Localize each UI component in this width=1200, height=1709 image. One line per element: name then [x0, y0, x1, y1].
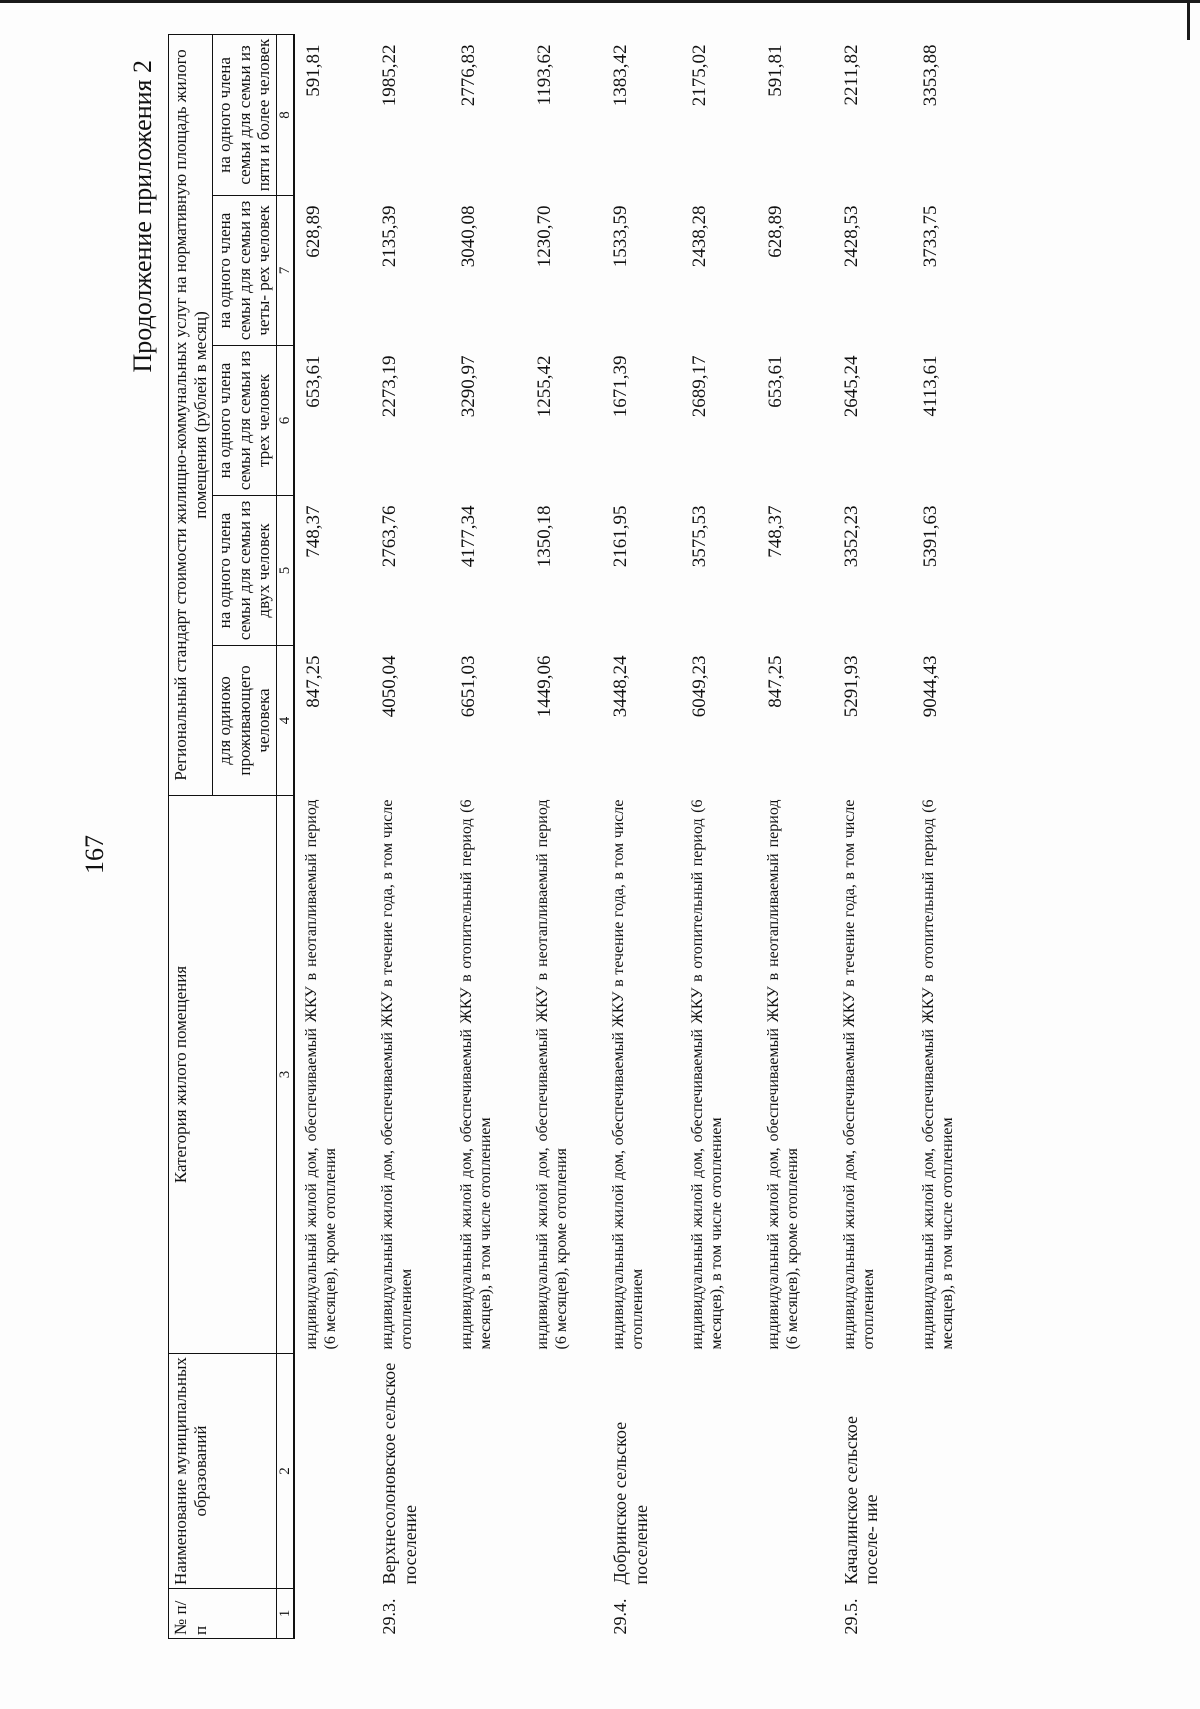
value-single: 4050,04: [378, 655, 400, 718]
value-five-plus: 1985,22: [378, 44, 400, 107]
row-number: 29.5.: [840, 1598, 861, 1635]
row-number: [294, 1589, 343, 1639]
row-number: [450, 1589, 498, 1639]
value-single: 1449,06: [534, 655, 556, 718]
col-number: 6: [276, 346, 294, 496]
value-two: 748,37: [303, 505, 325, 558]
row-number: 29.3.: [378, 1598, 399, 1635]
value-three: 1671,39: [609, 355, 631, 418]
value-single: 6049,23: [689, 655, 711, 718]
value-two: 3575,53: [689, 505, 711, 568]
value-four: 2135,39: [378, 205, 400, 268]
municipality-name: Добринское сельское поселение: [609, 1421, 651, 1585]
table-row: [526, 34, 574, 1638]
row-number: [757, 1589, 805, 1639]
municipality-name: [681, 1354, 729, 1589]
value-three: 1255,42: [534, 355, 556, 418]
municipality-name: [757, 1354, 805, 1589]
value-five-plus: 1193,62: [534, 44, 556, 106]
col-number: 1: [276, 1589, 294, 1639]
col-number: 8: [276, 34, 294, 195]
header-four: на одного члена семьи для семьи из четы- рех человек: [213, 196, 277, 346]
header-single: для одиноко проживающего человека: [213, 646, 277, 796]
value-four: 3733,75: [920, 205, 942, 268]
header-municipality: Наименование муниципальных образований: [169, 1354, 277, 1589]
row-number: 29.4.: [609, 1598, 630, 1635]
value-four: 2428,53: [840, 205, 862, 268]
table-row: [450, 34, 498, 1638]
value-single: 847,25: [764, 655, 786, 708]
municipality-name: [912, 1354, 960, 1589]
value-four: 628,89: [764, 205, 786, 258]
header-three: на одного члена семьи для семьи из трех человек: [213, 346, 277, 496]
header-standard-group: Региональный стандарт стоимости жилищно-коммунальных услуг на нормативную площадь жилого помещения (рублей в месяц): [169, 34, 213, 795]
housing-category: индивидуальный жилой дом, обеспечиваемый ЖКУ в течение года, в том числе отоплением: [378, 799, 415, 1350]
value-two: 5391,63: [920, 505, 942, 568]
value-three: 3290,97: [458, 355, 480, 418]
value-four: 628,89: [303, 205, 325, 258]
value-single: 6651,03: [458, 655, 480, 718]
municipality-name: Верхнесолоновское сельское поселение: [378, 1362, 420, 1585]
value-five-plus: 2175,02: [689, 44, 711, 107]
value-five-plus: 591,81: [303, 44, 325, 97]
page-number: 167: [80, 835, 109, 874]
housing-standard-table: [168, 34, 960, 1639]
housing-category: индивидуальный жилой дом, обеспечиваемый ЖКУ в неотапливаемый период (6 месяцев), кроме отопления: [303, 799, 340, 1350]
appendix-caption: Продолжение приложения 2: [128, 60, 157, 373]
table-row: [602, 34, 653, 1638]
table-row: [833, 34, 884, 1638]
value-four: 3040,08: [458, 205, 480, 268]
header-number: № п/п: [169, 1589, 277, 1639]
value-five-plus: 2211,82: [840, 44, 862, 106]
table-row: [681, 34, 729, 1638]
col-number: 7: [276, 196, 294, 346]
housing-category: индивидуальный жилой дом, обеспечиваемый ЖКУ в отопительный период (6 месяцев), в том числе отоплением: [458, 799, 495, 1350]
col-number: 2: [276, 1354, 294, 1589]
value-four: 1533,59: [609, 205, 631, 268]
header-five-plus: на одного члена семьи для семьи из пяти и более человек: [213, 34, 277, 195]
value-three: 2689,17: [689, 355, 711, 418]
value-five-plus: 591,81: [764, 44, 786, 97]
table-row: [757, 34, 805, 1638]
value-five-plus: 1383,42: [609, 44, 631, 107]
housing-category: индивидуальный жилой дом, обеспечиваемый ЖКУ в течение года, в том числе отоплением: [840, 799, 877, 1350]
value-single: 9044,43: [920, 655, 942, 718]
row-number: [526, 1589, 574, 1639]
housing-category: индивидуальный жилой дом, обеспечиваемый ЖКУ в отопительный период (6 месяцев), в том числе отоплением: [920, 799, 956, 1350]
value-three: 4113,61: [920, 355, 942, 417]
value-single: 3448,24: [609, 655, 631, 718]
header-two: на одного члена семьи для семьи из двух человек: [213, 496, 277, 646]
table-row: [371, 34, 422, 1638]
value-three: 653,61: [764, 355, 786, 408]
value-two: 1350,18: [534, 505, 556, 568]
col-number: 4: [276, 646, 294, 796]
col-number: 5: [276, 496, 294, 646]
municipality-name: Качалинское сельское поселе- ние: [840, 1416, 882, 1585]
housing-category: индивидуальный жилой дом, обеспечиваемый ЖКУ в отопительный период (6 месяцев), в том числе отоплением: [689, 799, 726, 1350]
municipality-name: [526, 1354, 574, 1589]
housing-category: индивидуальный жилой дом, обеспечиваемый ЖКУ в неотапливаемый период (6 месяцев), кроме отопления: [534, 799, 570, 1350]
value-two: 3352,23: [840, 505, 862, 568]
value-four: 1230,70: [534, 205, 556, 268]
value-four: 2438,28: [689, 205, 711, 268]
value-two: 748,37: [764, 505, 786, 558]
value-three: 2273,19: [378, 355, 400, 418]
table-row: [294, 34, 343, 1638]
value-two: 2763,76: [378, 505, 400, 568]
value-two: 2161,95: [609, 505, 631, 568]
table-row: [912, 34, 960, 1638]
value-five-plus: 2776,83: [458, 44, 480, 107]
value-three: 2645,24: [840, 355, 862, 418]
col-number: 3: [276, 796, 294, 1354]
municipality-name: [450, 1354, 498, 1589]
housing-category: индивидуальный жилой дом, обеспечиваемый ЖКУ в неотапливаемый период (6 месяцев), кроме отопления: [764, 799, 801, 1350]
value-single: 5291,93: [840, 655, 862, 718]
row-number: [681, 1589, 729, 1639]
housing-category: индивидуальный жилой дом, обеспечиваемый ЖКУ в течение года, в том числе отоплением: [609, 799, 646, 1350]
municipality-name: [294, 1354, 343, 1589]
row-number: [912, 1589, 960, 1639]
value-two: 4177,34: [458, 505, 480, 568]
value-five-plus: 3353,88: [920, 44, 942, 107]
header-category: Категория жилого помещения: [169, 796, 277, 1354]
column-numbers-row: [276, 34, 294, 1638]
value-single: 847,25: [303, 655, 325, 708]
value-three: 653,61: [303, 355, 325, 408]
